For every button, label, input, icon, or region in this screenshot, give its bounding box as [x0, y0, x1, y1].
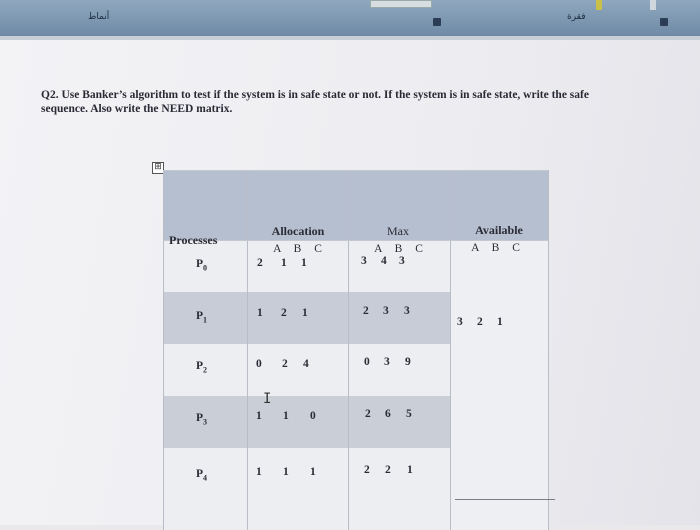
allocation-a: 1 [256, 410, 262, 422]
available-a: 3 [457, 316, 463, 328]
max-b: 4 [381, 255, 387, 267]
allocation-b: 1 [281, 257, 287, 269]
max-a: 2 [363, 305, 369, 317]
text-underline [455, 499, 555, 500]
column-divider [348, 170, 349, 530]
ribbon-style-gallery[interactable] [370, 0, 432, 8]
max-b: 3 [383, 305, 389, 317]
row-divider [163, 240, 548, 241]
allocation-a: 1 [256, 466, 262, 478]
ribbon-scroll-icon[interactable] [650, 0, 656, 10]
table-border [548, 170, 549, 530]
max-c: 1 [407, 464, 413, 476]
header-available: Available [475, 223, 523, 237]
subheader-allocation: A B C [273, 243, 327, 255]
ribbon [0, 0, 700, 38]
highlight-color-icon[interactable] [596, 0, 602, 10]
allocation-c: 0 [310, 410, 316, 422]
max-a: 3 [361, 255, 367, 267]
allocation-a: 2 [257, 257, 263, 269]
bankers-table [163, 170, 548, 530]
allocation-c: 1 [301, 257, 307, 269]
available-b: 2 [477, 316, 483, 328]
max-a: 0 [364, 356, 370, 368]
paragraph-group-label: فقرة [567, 12, 586, 22]
subheader-max: A B C [374, 243, 428, 255]
process-label-p0: $P_0$ [196, 258, 208, 273]
max-c: 3 [404, 305, 410, 317]
process-label-p4: $P_4$ [196, 468, 208, 483]
allocation-c: 4 [303, 358, 309, 370]
table-border [163, 170, 164, 530]
paragraph-launcher-icon[interactable] [660, 18, 668, 26]
process-label-p3: $P_3$ [196, 412, 208, 427]
max-b: 3 [384, 356, 390, 368]
header-max: Max [387, 224, 409, 238]
process-label-p2: $P_2$ [196, 360, 208, 375]
table-border [163, 170, 548, 171]
question-text: Q2. Use Banker’s algorithm to test if the system is in safe state or not. If the system is in safe state, write the safe sequence. Also write the NEED matrix. [41, 89, 589, 115]
allocation-c: 1 [302, 307, 308, 319]
header-allocation: Allocation [271, 224, 325, 238]
move-handle-icon[interactable]: ⊞ [152, 162, 164, 174]
allocation-b: 2 [282, 358, 288, 370]
allocation-b: 2 [281, 307, 287, 319]
column-divider [247, 170, 248, 530]
styles-launcher-icon[interactable] [433, 18, 441, 26]
max-b: 2 [385, 464, 391, 476]
header-processes: Processes [169, 233, 218, 247]
max-c: 9 [405, 356, 411, 368]
allocation-b: 1 [283, 466, 289, 478]
process-label-p1: $P_1$ [196, 310, 208, 325]
max-c: 5 [406, 408, 412, 420]
subheader-available: A B C [471, 242, 525, 254]
text-cursor-icon: I [263, 391, 272, 407]
max-b: 6 [385, 408, 391, 420]
available-c: 1 [497, 316, 503, 328]
max-a: 2 [364, 464, 370, 476]
styles-group-label: أنماط [88, 12, 110, 22]
allocation-b: 1 [283, 410, 289, 422]
allocation-c: 1 [310, 466, 316, 478]
max-c: 3 [399, 255, 405, 267]
allocation-a: 0 [256, 358, 262, 370]
max-a: 2 [365, 408, 371, 420]
available-column [450, 240, 548, 530]
document-page[interactable] [0, 40, 700, 525]
allocation-a: 1 [257, 307, 263, 319]
